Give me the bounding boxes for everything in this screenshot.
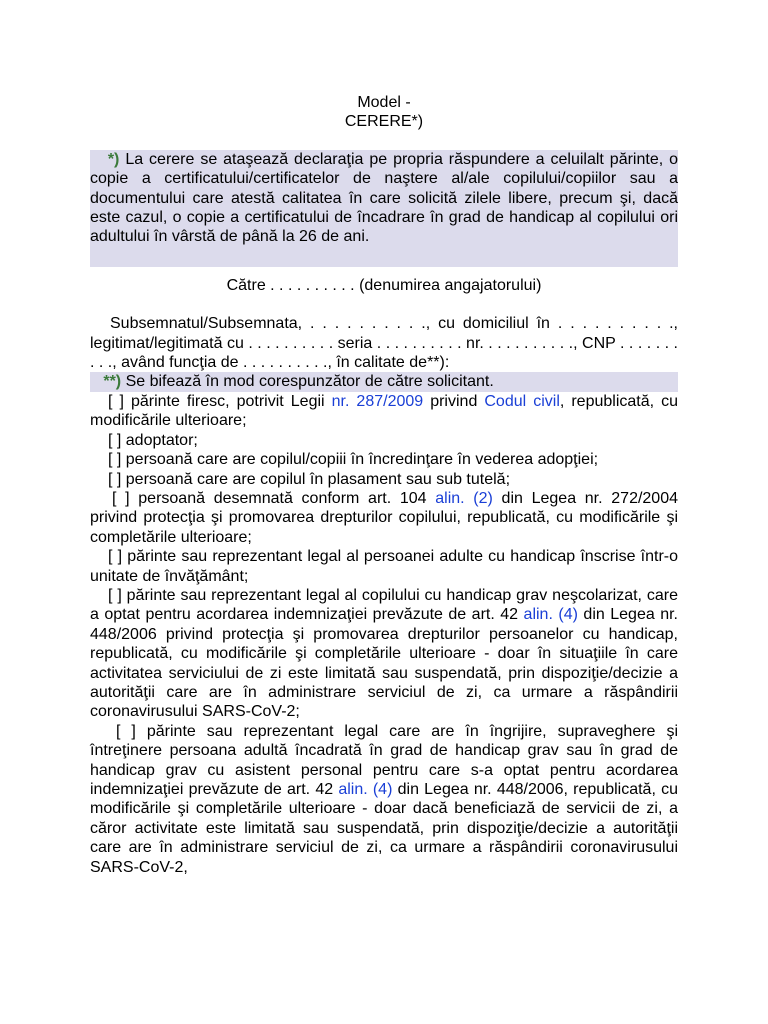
option-text: [ ] părinte sau reprezentant legal al copilului cu handicap grav neşcolarizat, care a optat pentru acordarea indemnizaţiei prevăzute de art. 42 <box>90 586 678 624</box>
option-adoptator: [ ] adoptator; <box>108 431 198 449</box>
link-codul-civil[interactable]: Codul civil <box>484 392 560 410</box>
option-copil-handicap-grav <box>90 586 678 722</box>
link-alin-4[interactable]: alin. (4) <box>523 606 578 624</box>
note-text: La cerere se ataşează declaraţia pe propria răspundere a celuilalt părinte, o copie a certificatului/certificatelor de naştere al/ale copilului/copiilor sau a documentului care atestă calitatea în care solicită zilele libere, precum şi, dacă este cazul, o copie a certificatului de încadrare în grad de handicap al copilului ori adultului în vârstă de până la 26 de ani. <box>90 150 679 246</box>
document-title <box>90 93 678 132</box>
document-body <box>90 93 678 877</box>
attachment-note <box>90 150 678 267</box>
note2-marker: **) <box>103 373 122 391</box>
option-text: din Legea nr. 448/2006 privind protecţia şi promovarea drepturilor persoanelor cu handicap, republicată, cu modificările şi completările ulterioare - doar în situaţiile în care activitatea serviciului de zi este limitată sau suspendată, prin dispoziţie/decizie a autorităţii care are în administrare serviciul de zi, ca urmare a răspândirii coronavirusului SARS-CoV-2; <box>90 606 678 721</box>
option-text: , republicată, cu modificările ulterioare; <box>90 392 678 430</box>
option-text: [ ] persoană desemnată conform art. 104 <box>112 489 436 507</box>
addressee-line: Către . . . . . . . . . . (denumirea angajatorului) <box>226 276 542 294</box>
option-incredintare: [ ] persoană care are copilul/copiii în încredinţare în vederea adopţiei; <box>108 451 599 469</box>
option-persoana-desemnata <box>90 489 678 547</box>
option-plasament: [ ] persoană care are copilul în plasament sau sub tutelă; <box>108 470 511 488</box>
applicant-details: Subsemnatul/Subsemnata, . . . . . . . . . ., cu domiciliul în . . . . . . . . . ., legitimat/legitimată cu . . . . . . . . . . seria . . . . . . . . . . nr. . . . . . . . . . ., CNP . . . . . . . . . ., având funcţia de . . . . . . . . . ., în calitate de**): <box>90 315 678 372</box>
note2-text: Se bifează în mod corespunzător de către solicitant. <box>125 373 494 391</box>
title-cerere: CERERE*) <box>344 113 424 131</box>
note-marker: *) <box>107 150 120 168</box>
link-alin-2[interactable]: alin. (2) <box>435 489 493 507</box>
option-adult-handicap-grav <box>90 722 678 877</box>
option-text: privind <box>423 392 485 410</box>
option-adult-handicap-scoala: [ ] părinte sau reprezentant legal al persoanei adulte cu handicap înscrise într-o unitate de învăţământ; <box>90 548 678 585</box>
option-parinte-firesc <box>90 392 678 431</box>
link-alin-4[interactable]: alin. (4) <box>338 781 393 798</box>
option-text: din Legea nr. 448/2006, republicată, cu modificările şi completările ulterioare - doar dacă beneficiază de servicii de zi, a căror activitate este limitată sau suspendată, prin dispoziţie/decizie a autorităţii care are în administrare serviciul de zi, ca urmare a răspândirii coronavirusului SARS-CoV-2, <box>90 781 678 876</box>
option-text: [ ] părinte sau reprezentant legal care are în îngrijire, supraveghere şi întreţinere persoana adultă încadrată în grad de handicap grav sau în grad de handicap grav cu asistent personal pentru care s-a optat pentru acordarea indemnizaţiei prevăzute de art. 42 <box>90 722 678 798</box>
option-text: [ ] părinte firesc, potrivit Legii <box>108 392 332 410</box>
link-law-287-2009[interactable]: nr. 287/2009 <box>331 392 424 410</box>
checkbox-note <box>90 372 678 391</box>
title-model: Model - <box>357 94 411 111</box>
option-text: din Legea nr. 272/2004 privind protecţia şi promovarea drepturilor copilului, republicată, cu modificările şi completările ulterioare; <box>90 489 679 546</box>
